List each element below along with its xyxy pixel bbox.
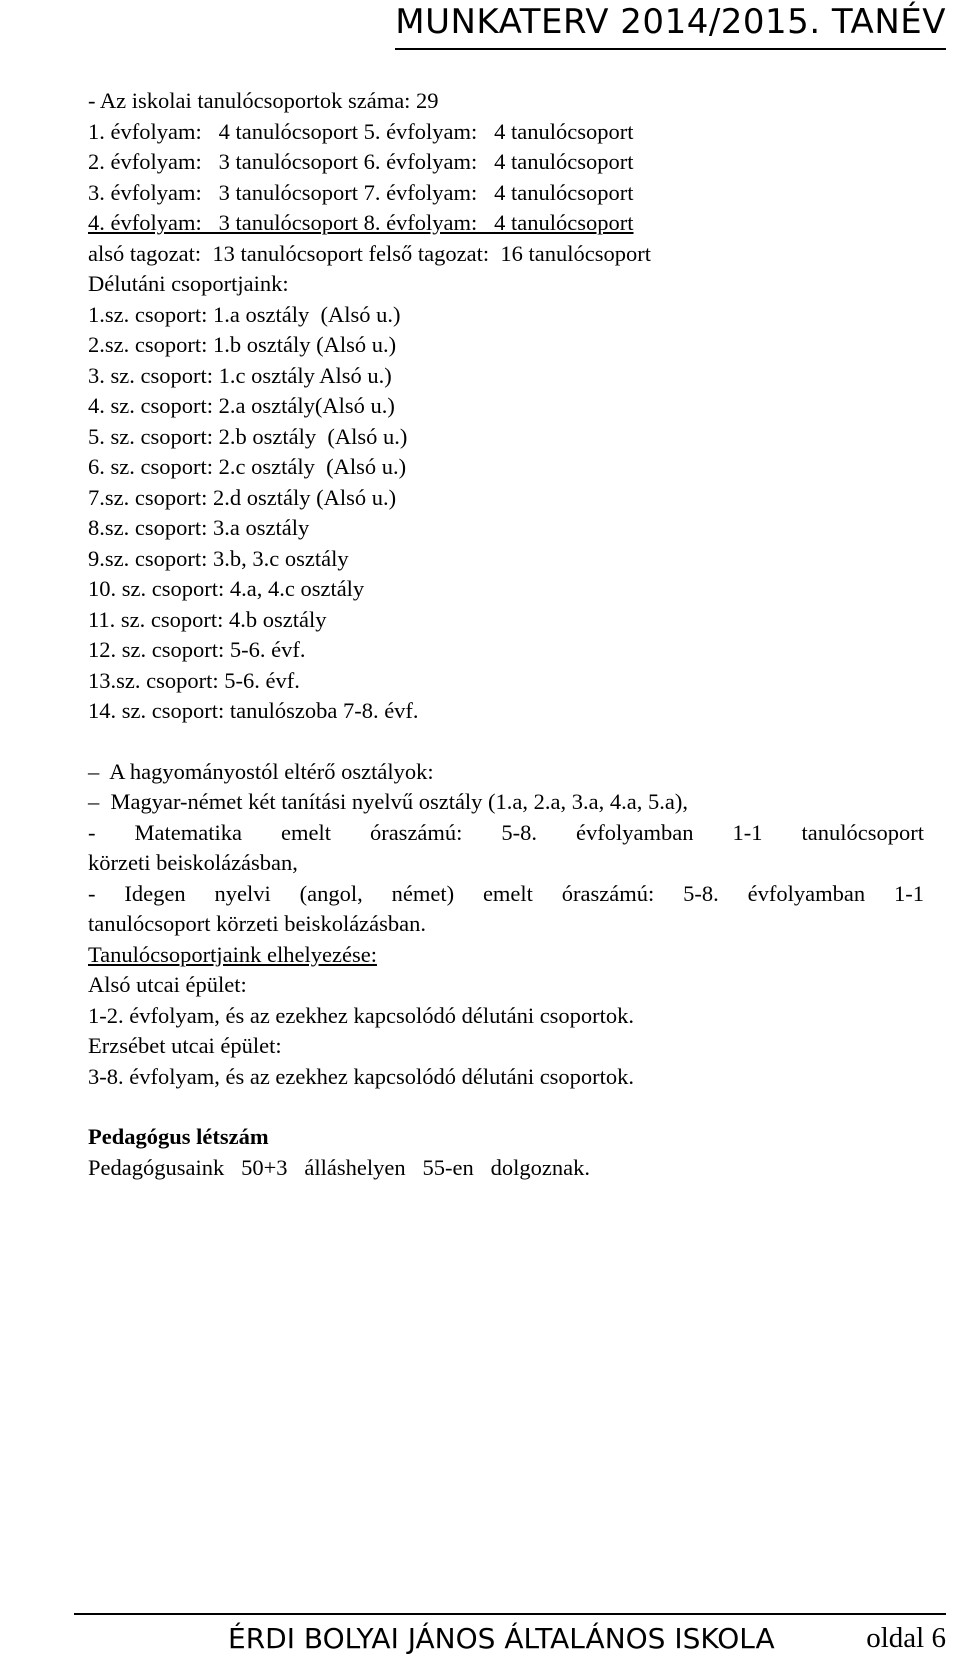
text-line: körzeti beiskolázásban, [88,850,298,875]
footer-page-number: oldal 6 [866,1622,946,1654]
text-line: 8.sz. csoport: 3.a osztály [88,515,310,540]
section-heading: Pedagógus létszám [88,1124,269,1149]
text-line: 3. sz. csoport: 1.c osztály Alsó u.) [88,362,392,388]
footer-divider [74,1613,946,1615]
page-header-title: MUNKATERV 2014/2015. TANÉV [395,2,946,50]
text-line: Alsó utcai épület: [88,972,247,997]
text-line: 2. évfolyam: 3 tanulócsoport 6. évfolyam: 4 tanulócsoport [88,149,634,174]
text-line: 1-2. évfolyam, és az ezekhez kapcsolódó délutáni csoportok. [88,1002,635,1028]
text-line: 2.sz. csoport: 1.b osztály (Alsó u.) [88,332,397,357]
text-line: 4. sz. csoport: 2.a osztály(Alsó u.) [88,393,395,418]
text-line: - Matematika emelt óraszámú: 5-8. évfolyamban 1-1 tanulócsoport [88,819,924,845]
text-line: Erzsébet utcai épület: [88,1033,282,1058]
text-line: Délutáni csoportjaink: [88,271,289,296]
text-line: 13.sz. csoport: 5-6. évf. [88,667,300,693]
text-line: alsó tagozat: 13 tanulócsoport felső tagozat: 16 tanulócsoport [88,240,651,266]
text-line: 1.sz. csoport: 1.a osztály (Alsó u.) [88,301,401,327]
page-footer [74,1620,946,1660]
text-line: 3. évfolyam: 3 tanulócsoport 7. évfolyam: 4 tanulócsoport [88,179,634,205]
text-line: 3-8. évfolyam, és az ezekhez kapcsolódó délutáni csoportok. [88,1063,635,1089]
text-line: 9.sz. csoport: 3.b, 3.c osztály [88,545,349,571]
text-line: 5. sz. csoport: 2.b osztály (Alsó u.) [88,423,408,449]
section-heading: Tanulócsoportjaink elhelyezése: [88,941,377,967]
text-line: 10. sz. csoport: 4.a, 4.c osztály [88,576,365,601]
text-line: Pedagógusaink 50+3 álláshelyen 55-en dolgoznak. [88,1154,590,1180]
text-line: 7.sz. csoport: 2.d osztály (Alsó u.) [88,484,397,510]
text-line: 4. évfolyam: 3 tanulócsoport 8. évfolyam: 4 tanulócsoport [88,210,634,235]
text-line: 11. sz. csoport: 4.b osztály [88,606,327,632]
footer-school-name: ÉRDI BOLYAI JÁNOS ÁLTALÁNOS ISKOLA [228,1622,775,1655]
text-line: - Az iskolai tanulócsoportok száma: 29 [88,88,439,113]
text-line: tanulócsoport körzeti beiskolázásban. [88,911,427,936]
text-line: 12. sz. csoport: 5-6. évf. [88,637,306,662]
text-line: 14. sz. csoport: tanulószoba 7-8. évf. [88,698,419,723]
document-body [88,86,924,1183]
text-line: – A hagyományostól eltérő osztályok: [88,758,434,784]
text-line: 1. évfolyam: 4 tanulócsoport 5. évfolyam: 4 tanulócsoport [88,118,634,144]
text-line: – Magyar-német két tanítási nyelvű osztály (1.a, 2.a, 3.a, 4.a, 5.a), [88,789,688,814]
text-line: - Idegen nyelvi (angol, német) emelt óraszámú: 5-8. évfolyamban 1-1 [88,880,924,906]
text-line: 6. sz. csoport: 2.c osztály (Alsó u.) [88,454,407,479]
